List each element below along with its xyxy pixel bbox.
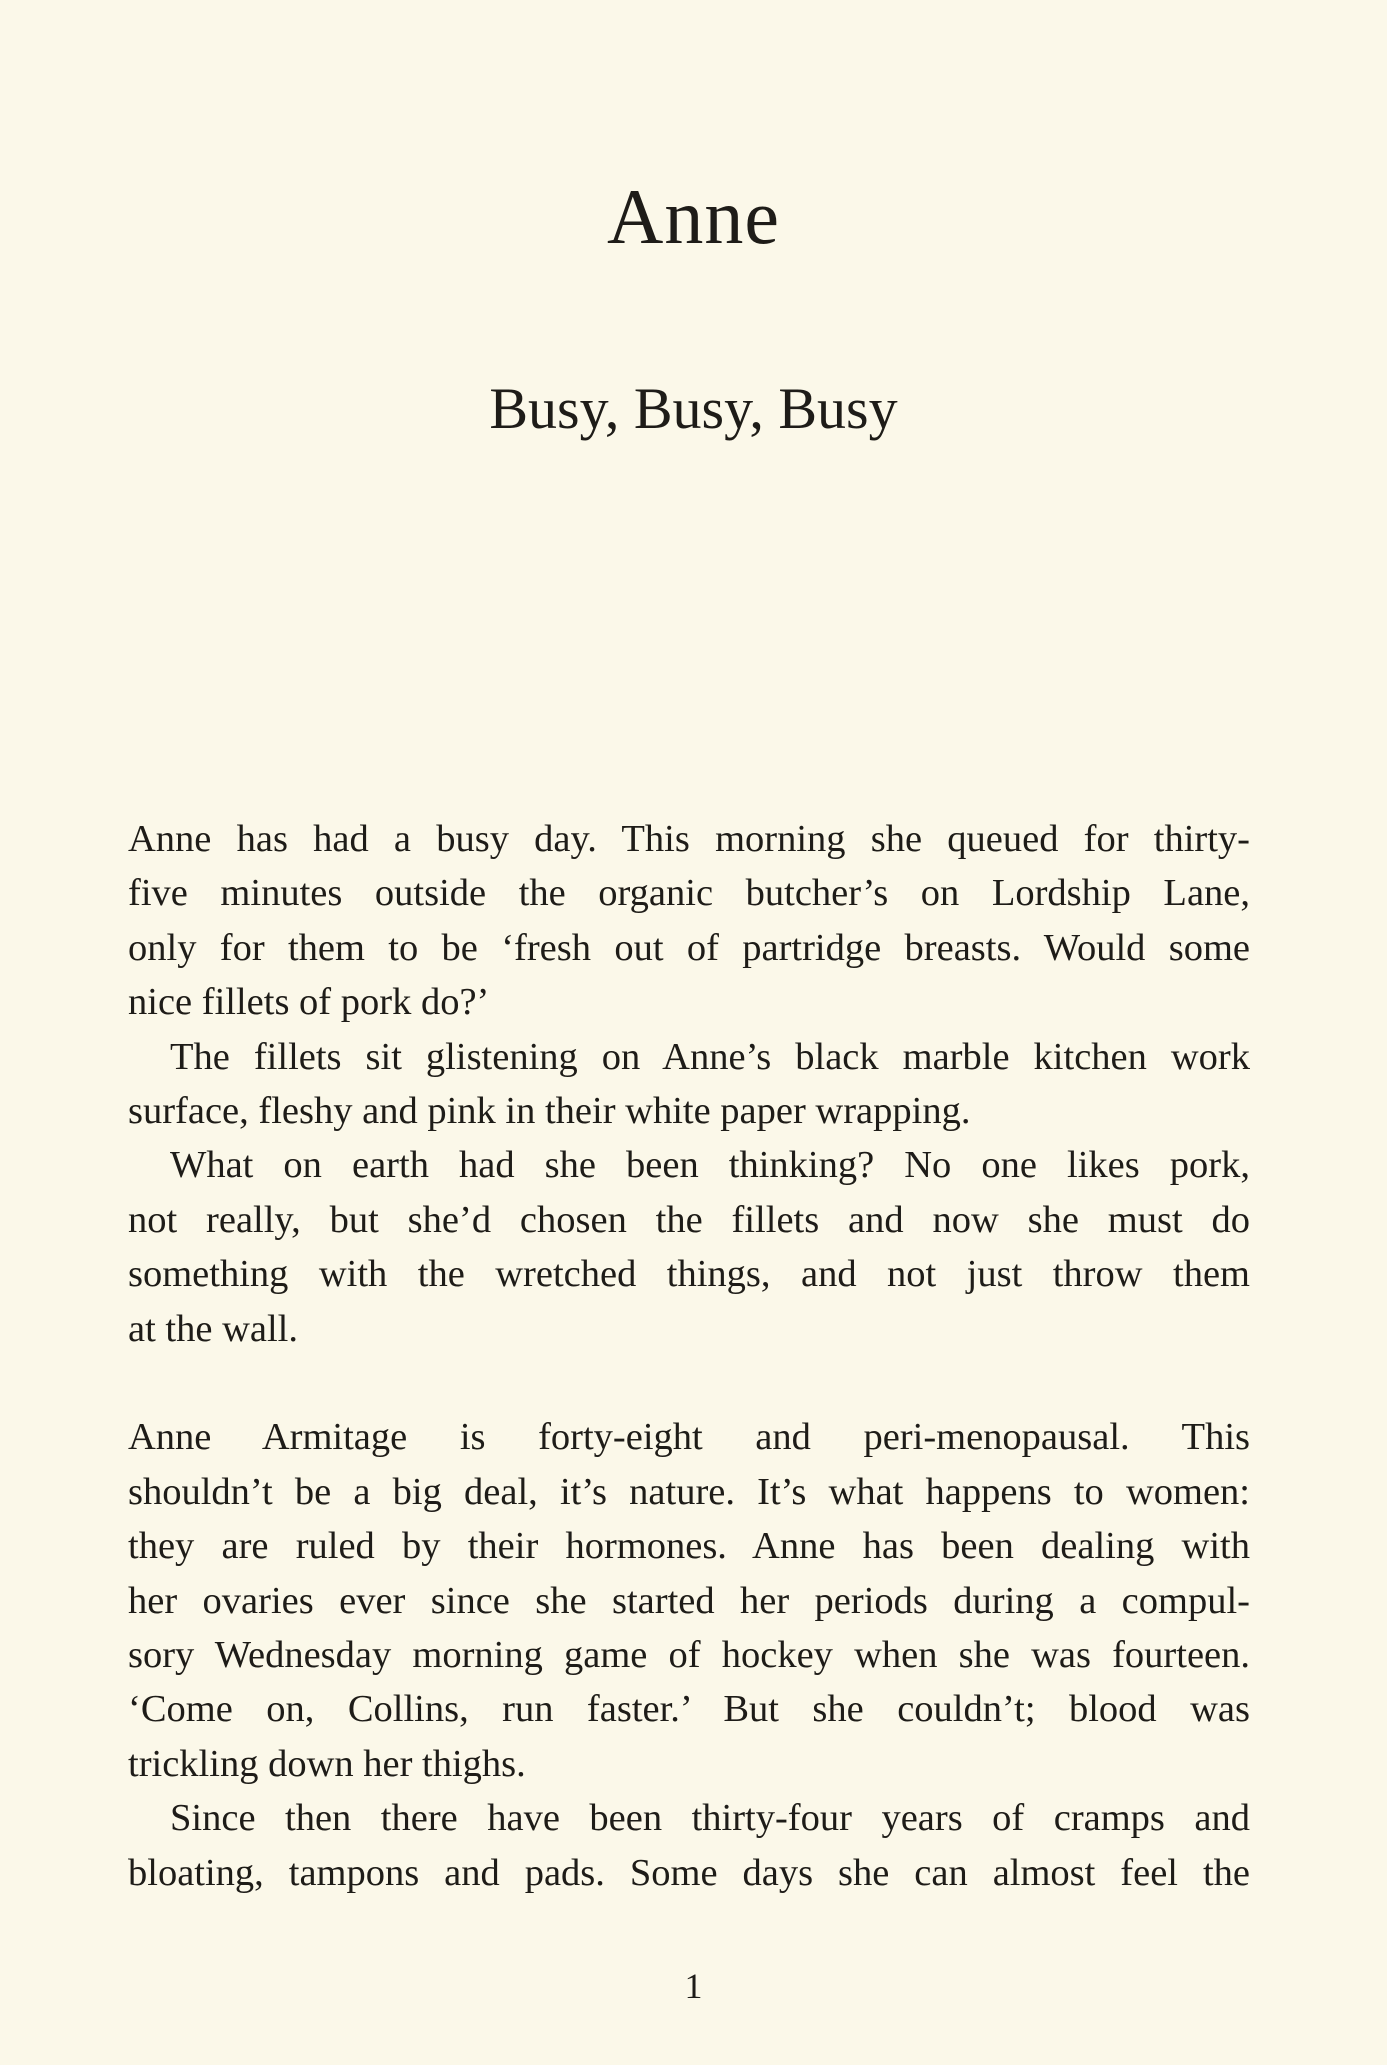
- paragraph: [128, 1138, 1250, 1356]
- paragraph: [128, 1791, 1250, 1900]
- paragraph: [128, 812, 1250, 1030]
- text-line: at the wall.: [128, 1307, 298, 1350]
- body-text: [128, 812, 1250, 1900]
- text-line: Anne has had a busy day. This morning she queued for thirty-: [128, 818, 1250, 860]
- paragraph: [128, 1030, 1250, 1139]
- text-line: surface, fleshy and pink in their white paper wrapping.: [128, 1090, 971, 1133]
- text-line: her ovaries ever since she started her periods during a compul-: [128, 1579, 1250, 1622]
- text-line: trickling down her thighs.: [128, 1742, 526, 1785]
- text-line: only for them to be ‘fresh out of partridge breasts. Would some: [128, 926, 1250, 969]
- chapter-title: Anne: [607, 173, 780, 260]
- page-number: 1: [684, 1966, 703, 2006]
- text-line: nice fillets of pork do?’: [128, 981, 490, 1024]
- section-break: [128, 1356, 1250, 1410]
- paragraph: [128, 1410, 1250, 1791]
- chapter-subtitle: Busy, Busy, Busy: [489, 376, 898, 441]
- text-line: something with the wretched things, and not just throw them: [128, 1253, 1250, 1296]
- text-line: they are ruled by their hormones. Anne has been dealing with: [128, 1525, 1250, 1568]
- text-line: not really, but she’d chosen the fillets and now she must do: [128, 1198, 1250, 1241]
- text-line: The fillets sit glistening on Anne’s black marble kitchen work: [170, 1035, 1250, 1078]
- text-line: Anne Armitage is forty-eight and peri-menopausal. This: [128, 1416, 1250, 1459]
- text-line: Since then there have been thirty-four years of cramps and: [170, 1797, 1250, 1840]
- text-line: What on earth had she been thinking? No one likes pork,: [170, 1144, 1250, 1187]
- text-line: five minutes outside the organic butcher’s on Lordship Lane,: [128, 872, 1250, 915]
- text-line: bloating, tampons and pads. Some days she can almost feel the: [128, 1851, 1250, 1894]
- text-line: shouldn’t be a big deal, it’s nature. It’s what happens to women:: [128, 1470, 1250, 1513]
- text-line: ‘Come on, Collins, run faster.’ But she couldn’t; blood was: [128, 1688, 1250, 1731]
- text-line: sory Wednesday morning game of hockey when she was fourteen.: [128, 1634, 1250, 1677]
